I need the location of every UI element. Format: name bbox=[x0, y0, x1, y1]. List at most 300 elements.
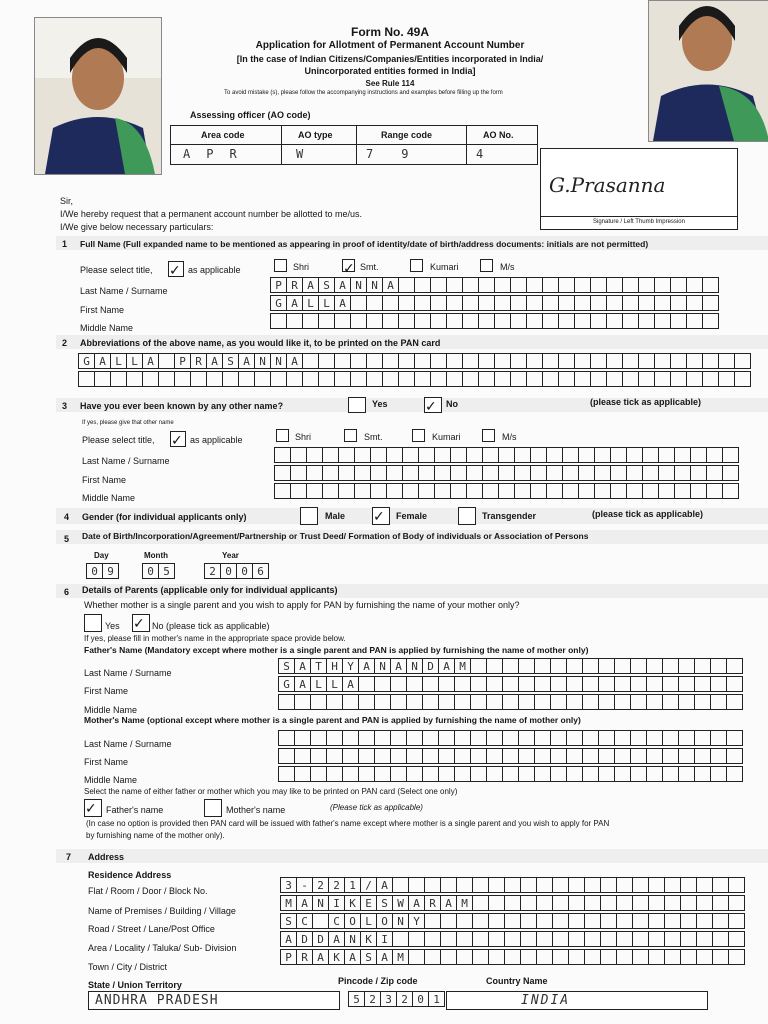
grid-cell bbox=[665, 878, 681, 893]
grid-cell bbox=[441, 950, 457, 965]
s3-no-label: No bbox=[446, 399, 458, 409]
s6-father-first-grid[interactable] bbox=[278, 676, 743, 692]
grid-cell bbox=[665, 896, 681, 911]
form-title: Form No. 49A bbox=[350, 25, 429, 39]
grid-cell bbox=[591, 314, 607, 329]
grid-cell bbox=[519, 659, 535, 674]
grid-cell bbox=[559, 354, 575, 369]
s6-no-checkbox[interactable]: ✓ bbox=[132, 614, 150, 632]
grid-cell bbox=[691, 448, 707, 463]
grid-cell bbox=[617, 914, 633, 929]
grid-cell: D bbox=[297, 932, 313, 947]
grid-cell bbox=[323, 466, 339, 481]
s3-no-checkbox[interactable]: ✓ bbox=[424, 397, 442, 413]
grid-cell bbox=[483, 484, 499, 499]
grid-cell bbox=[419, 448, 435, 463]
grid-cell bbox=[575, 354, 591, 369]
grid-cell bbox=[601, 950, 617, 965]
s3-middle-grid[interactable] bbox=[274, 483, 739, 499]
grid-cell bbox=[713, 878, 729, 893]
grid-cell bbox=[531, 484, 547, 499]
grid-cell bbox=[729, 950, 745, 965]
grid-cell bbox=[563, 466, 579, 481]
grid-cell bbox=[537, 896, 553, 911]
grid-cell: 2 bbox=[205, 564, 221, 579]
grid-cell bbox=[503, 695, 519, 710]
s4-male-checkbox[interactable] bbox=[300, 507, 318, 525]
grid-cell bbox=[719, 354, 735, 369]
grid-cell bbox=[463, 372, 479, 387]
grid-cell bbox=[563, 484, 579, 499]
grid-cell bbox=[359, 749, 375, 764]
grid-cell bbox=[503, 731, 519, 746]
grid-cell bbox=[649, 932, 665, 947]
s7-premises-grid[interactable] bbox=[280, 895, 745, 911]
grid-cell bbox=[279, 749, 295, 764]
s1-ms-label: M/s bbox=[500, 262, 515, 272]
s5-day-grid[interactable] bbox=[86, 563, 119, 579]
s1-last-label: Last Name / Surname bbox=[80, 286, 168, 296]
grid-cell bbox=[473, 950, 489, 965]
grid-cell bbox=[537, 950, 553, 965]
grid-cell bbox=[727, 695, 743, 710]
s1-shri-checkbox[interactable] bbox=[274, 259, 287, 272]
grid-cell bbox=[393, 932, 409, 947]
s6-father-middle-grid[interactable] bbox=[278, 694, 743, 710]
s5-year-label: Year bbox=[222, 551, 239, 560]
grid-cell bbox=[729, 914, 745, 929]
grid-cell bbox=[633, 878, 649, 893]
grid-cell bbox=[499, 484, 515, 499]
grid-cell bbox=[455, 695, 471, 710]
grid-cell bbox=[441, 878, 457, 893]
grid-cell bbox=[393, 878, 409, 893]
grid-cell: 6 bbox=[253, 564, 269, 579]
s7-area-label: Area / Locality / Taluka/ Sub- Division bbox=[88, 943, 237, 953]
grid-cell bbox=[335, 354, 351, 369]
grid-cell: I bbox=[329, 896, 345, 911]
grid-cell bbox=[339, 448, 355, 463]
grid-cell: O bbox=[377, 914, 393, 929]
grid-cell bbox=[711, 767, 727, 782]
grid-cell bbox=[343, 749, 359, 764]
grid-cell bbox=[503, 749, 519, 764]
grid-cell bbox=[291, 466, 307, 481]
grid-cell bbox=[303, 372, 319, 387]
grid-cell bbox=[279, 767, 295, 782]
grid-cell bbox=[479, 314, 495, 329]
grid-cell bbox=[367, 372, 383, 387]
grid-cell bbox=[551, 677, 567, 692]
grid-cell bbox=[681, 878, 697, 893]
grid-cell bbox=[399, 296, 415, 311]
grid-cell bbox=[665, 932, 681, 947]
grid-cell bbox=[375, 695, 391, 710]
form-subtitle-3: Unincorporated entities formed in India] bbox=[304, 66, 476, 76]
grid-cell bbox=[313, 914, 329, 929]
grid-cell bbox=[473, 878, 489, 893]
grid-cell bbox=[627, 466, 643, 481]
s3-smt-label: Smt. bbox=[364, 432, 383, 442]
grid-cell: G bbox=[279, 677, 295, 692]
s3-ms-checkbox[interactable] bbox=[482, 429, 495, 442]
grid-cell bbox=[291, 448, 307, 463]
grid-cell bbox=[703, 354, 719, 369]
grid-cell bbox=[681, 932, 697, 947]
grid-cell bbox=[495, 296, 511, 311]
grid-cell bbox=[675, 448, 691, 463]
grid-cell bbox=[527, 354, 543, 369]
grid-cell: S bbox=[281, 914, 297, 929]
grid-cell bbox=[649, 896, 665, 911]
grid-cell bbox=[575, 296, 591, 311]
grid-cell bbox=[579, 484, 595, 499]
grid-cell bbox=[623, 296, 639, 311]
intro-sir: Sir, bbox=[60, 196, 74, 206]
s7-pin-grid[interactable] bbox=[348, 991, 445, 1007]
grid-cell bbox=[599, 659, 615, 674]
grid-cell bbox=[617, 932, 633, 947]
form-subtitle-2: [In the case of Indian Citizens/Companies/Entities incorporated in India/ bbox=[236, 54, 544, 64]
grid-cell bbox=[585, 896, 601, 911]
s2-abbrev-grid-2[interactable] bbox=[78, 371, 751, 387]
s3-last-grid[interactable] bbox=[274, 447, 739, 463]
s3-kumari-checkbox[interactable] bbox=[412, 429, 425, 442]
s7-country-field[interactable] bbox=[446, 991, 708, 1010]
grid-cell bbox=[439, 677, 455, 692]
grid-cell bbox=[403, 448, 419, 463]
grid-cell bbox=[611, 484, 627, 499]
grid-cell bbox=[431, 314, 447, 329]
s6-mother-first-grid[interactable] bbox=[278, 748, 743, 764]
grid-cell bbox=[615, 659, 631, 674]
grid-cell bbox=[487, 659, 503, 674]
s7-area-grid[interactable] bbox=[280, 931, 745, 947]
grid-cell bbox=[551, 695, 567, 710]
s4-transgender-checkbox[interactable] bbox=[458, 507, 476, 525]
s6-number: 6 bbox=[64, 587, 70, 597]
grid-cell bbox=[615, 767, 631, 782]
s6-yes-checkbox[interactable] bbox=[84, 614, 102, 632]
s3-shri-checkbox[interactable] bbox=[276, 429, 289, 442]
grid-cell bbox=[623, 354, 639, 369]
s3-yes-checkbox[interactable] bbox=[348, 397, 366, 413]
grid-cell bbox=[535, 731, 551, 746]
grid-cell bbox=[431, 278, 447, 293]
grid-cell bbox=[511, 354, 527, 369]
grid-cell bbox=[659, 484, 675, 499]
grid-cell bbox=[543, 314, 559, 329]
s4-tick-note: (please tick as applicable) bbox=[592, 509, 704, 519]
grid-cell: L bbox=[127, 354, 143, 369]
grid-cell: N bbox=[351, 278, 367, 293]
grid-cell bbox=[575, 314, 591, 329]
grid-cell bbox=[527, 296, 543, 311]
s7-state-field[interactable] bbox=[88, 991, 340, 1010]
grid-cell bbox=[479, 372, 495, 387]
grid-cell bbox=[537, 914, 553, 929]
grid-cell bbox=[435, 466, 451, 481]
grid-cell: L bbox=[111, 354, 127, 369]
grid-cell bbox=[515, 484, 531, 499]
grid-cell: D bbox=[313, 932, 329, 947]
s1-last-grid[interactable] bbox=[270, 277, 719, 293]
grid-cell: D bbox=[423, 659, 439, 674]
grid-cell bbox=[649, 950, 665, 965]
grid-cell bbox=[521, 896, 537, 911]
s1-middle-label: Middle Name bbox=[80, 323, 134, 333]
grid-cell bbox=[727, 659, 743, 674]
grid-cell bbox=[327, 731, 343, 746]
s2-abbrev-grid-1[interactable] bbox=[78, 353, 751, 369]
grid-cell bbox=[351, 296, 367, 311]
grid-cell bbox=[467, 448, 483, 463]
s6-mother-middle-grid[interactable] bbox=[278, 766, 743, 782]
grid-cell bbox=[647, 731, 663, 746]
s1-smt-checkbox[interactable]: ✓ bbox=[343, 261, 355, 277]
grid-cell bbox=[535, 749, 551, 764]
grid-cell: W bbox=[393, 896, 409, 911]
grid-cell bbox=[505, 950, 521, 965]
s7-town-label: Town / City / District bbox=[88, 962, 168, 972]
s6-mother-name-checkbox[interactable] bbox=[204, 799, 222, 817]
s6-mother-last-grid[interactable] bbox=[278, 730, 743, 746]
grid-cell bbox=[707, 484, 723, 499]
grid-cell bbox=[595, 484, 611, 499]
grid-cell bbox=[655, 372, 671, 387]
grid-cell bbox=[583, 767, 599, 782]
s1-middle-grid[interactable] bbox=[270, 313, 719, 329]
grid-cell bbox=[375, 749, 391, 764]
grid-cell bbox=[467, 466, 483, 481]
grid-cell: A bbox=[335, 278, 351, 293]
grid-cell bbox=[391, 695, 407, 710]
s6-mother-name-label: Mother's name bbox=[226, 805, 286, 815]
grid-cell bbox=[579, 448, 595, 463]
grid-cell bbox=[599, 749, 615, 764]
grid-cell: 0 bbox=[413, 992, 429, 1007]
grid-cell bbox=[487, 749, 503, 764]
form-subtitle: Application for Allotment of Permanent Account Number bbox=[255, 40, 525, 51]
grid-cell bbox=[143, 372, 159, 387]
grid-cell: A bbox=[207, 354, 223, 369]
grid-cell: S bbox=[361, 950, 377, 965]
grid-cell bbox=[711, 731, 727, 746]
grid-cell bbox=[719, 372, 735, 387]
grid-cell bbox=[515, 448, 531, 463]
grid-cell bbox=[383, 296, 399, 311]
grid-cell bbox=[111, 372, 127, 387]
grid-cell bbox=[623, 314, 639, 329]
grid-cell bbox=[547, 484, 563, 499]
grid-cell bbox=[311, 749, 327, 764]
grid-cell bbox=[735, 354, 751, 369]
grid-cell: 0 bbox=[87, 564, 103, 579]
grid-cell bbox=[631, 731, 647, 746]
grid-cell bbox=[79, 372, 95, 387]
s1-first-grid[interactable] bbox=[270, 295, 719, 311]
grid-cell bbox=[479, 278, 495, 293]
grid-cell: 9 bbox=[103, 564, 119, 579]
grid-cell bbox=[615, 677, 631, 692]
grid-cell bbox=[473, 914, 489, 929]
grid-cell bbox=[487, 767, 503, 782]
s7-town-grid[interactable] bbox=[280, 949, 745, 965]
s7-road-label: Road / Street / Lane/Post Office bbox=[88, 924, 215, 934]
grid-cell bbox=[519, 749, 535, 764]
grid-cell bbox=[495, 372, 511, 387]
s1-ms-checkbox[interactable] bbox=[480, 259, 493, 272]
grid-cell bbox=[339, 466, 355, 481]
grid-cell bbox=[327, 749, 343, 764]
s1-kumari-checkbox[interactable] bbox=[410, 259, 423, 272]
grid-cell bbox=[391, 677, 407, 692]
grid-cell bbox=[647, 659, 663, 674]
s6-note-1: (In case no option is provided then PAN card will be issued with father's name except where mother is a single parent and you wish to apply for PAN bbox=[86, 819, 610, 828]
grid-cell: A bbox=[335, 296, 351, 311]
grid-cell bbox=[519, 677, 535, 692]
grid-cell bbox=[371, 466, 387, 481]
ao-col-no: AO No. bbox=[483, 130, 514, 140]
grid-cell bbox=[463, 314, 479, 329]
s6-title: Details of Parents (applicable only for individual applicants) bbox=[82, 585, 338, 595]
grid-cell: A bbox=[287, 354, 303, 369]
grid-cell bbox=[467, 484, 483, 499]
grid-cell: A bbox=[297, 896, 313, 911]
grid-cell bbox=[591, 296, 607, 311]
grid-cell bbox=[665, 914, 681, 929]
grid-cell bbox=[569, 932, 585, 947]
grid-cell: 3 bbox=[381, 992, 397, 1007]
ao-no-value: 4 bbox=[476, 147, 489, 161]
grid-cell bbox=[479, 296, 495, 311]
grid-cell bbox=[695, 749, 711, 764]
s5-month-grid[interactable] bbox=[142, 563, 175, 579]
grid-cell bbox=[633, 950, 649, 965]
s4-female-checkbox[interactable]: ✓ bbox=[372, 507, 390, 525]
grid-cell bbox=[359, 731, 375, 746]
s3-smt-checkbox[interactable] bbox=[344, 429, 357, 442]
grid-cell bbox=[275, 466, 291, 481]
grid-cell bbox=[607, 372, 623, 387]
grid-cell bbox=[279, 731, 295, 746]
grid-cell bbox=[729, 878, 745, 893]
grid-cell bbox=[511, 296, 527, 311]
grid-cell bbox=[359, 677, 375, 692]
grid-cell bbox=[463, 296, 479, 311]
grid-cell: A bbox=[329, 932, 345, 947]
grid-cell bbox=[659, 466, 675, 481]
grid-cell bbox=[439, 749, 455, 764]
grid-cell bbox=[407, 749, 423, 764]
grid-cell bbox=[391, 731, 407, 746]
grid-cell bbox=[343, 767, 359, 782]
grid-cell bbox=[655, 314, 671, 329]
grid-cell: A bbox=[295, 659, 311, 674]
grid-cell bbox=[371, 448, 387, 463]
grid-cell bbox=[455, 767, 471, 782]
grid-cell bbox=[407, 677, 423, 692]
grid-cell bbox=[727, 731, 743, 746]
grid-cell bbox=[615, 731, 631, 746]
s1-title: Full Name (Full expanded name to be mentioned as appearing in proof of identity/date of birth/address documents: initials are not permitted) bbox=[80, 239, 649, 249]
grid-cell: N bbox=[375, 659, 391, 674]
grid-cell: N bbox=[393, 914, 409, 929]
grid-cell bbox=[713, 914, 729, 929]
s7-flat-grid[interactable] bbox=[280, 877, 745, 893]
grid-cell bbox=[679, 767, 695, 782]
grid-cell bbox=[585, 932, 601, 947]
s6-no-label: No (please tick as applicable) bbox=[152, 621, 270, 631]
grid-cell bbox=[567, 749, 583, 764]
grid-cell bbox=[307, 448, 323, 463]
grid-cell bbox=[375, 677, 391, 692]
grid-cell bbox=[623, 278, 639, 293]
grid-cell bbox=[255, 372, 271, 387]
grid-cell bbox=[647, 749, 663, 764]
grid-cell bbox=[591, 372, 607, 387]
grid-cell: 1 bbox=[345, 878, 361, 893]
grid-cell bbox=[711, 749, 727, 764]
grid-cell bbox=[639, 296, 655, 311]
grid-cell bbox=[415, 314, 431, 329]
s3-middle-label: Middle Name bbox=[82, 493, 136, 503]
grid-cell: M bbox=[457, 896, 473, 911]
grid-cell bbox=[339, 484, 355, 499]
grid-cell bbox=[627, 484, 643, 499]
grid-cell bbox=[569, 878, 585, 893]
grid-cell bbox=[551, 767, 567, 782]
grid-cell: 2 bbox=[313, 878, 329, 893]
grid-cell: A bbox=[359, 659, 375, 674]
grid-cell bbox=[191, 372, 207, 387]
s6-father-name-checkbox[interactable]: ✓ bbox=[84, 799, 102, 817]
signature: G.Prasanna bbox=[549, 173, 666, 197]
grid-cell bbox=[455, 749, 471, 764]
grid-cell bbox=[495, 278, 511, 293]
grid-cell bbox=[307, 466, 323, 481]
grid-cell bbox=[695, 695, 711, 710]
grid-cell bbox=[663, 731, 679, 746]
grid-cell bbox=[559, 296, 575, 311]
grid-cell bbox=[471, 677, 487, 692]
grid-cell: G bbox=[271, 296, 287, 311]
grid-cell bbox=[355, 484, 371, 499]
grid-cell: L bbox=[361, 914, 377, 929]
grid-cell bbox=[495, 354, 511, 369]
s6-father-last-grid[interactable] bbox=[278, 658, 743, 674]
grid-cell bbox=[463, 354, 479, 369]
grid-cell bbox=[451, 484, 467, 499]
grid-cell bbox=[575, 372, 591, 387]
grid-cell bbox=[607, 314, 623, 329]
grid-cell bbox=[663, 695, 679, 710]
grid-cell bbox=[713, 950, 729, 965]
grid-cell bbox=[521, 914, 537, 929]
grid-cell: A bbox=[441, 896, 457, 911]
grid-cell: K bbox=[345, 896, 361, 911]
s5-year-grid[interactable] bbox=[204, 563, 269, 579]
s7-country-label: Country Name bbox=[486, 976, 548, 986]
grid-cell bbox=[457, 950, 473, 965]
grid-cell bbox=[367, 296, 383, 311]
grid-cell bbox=[569, 950, 585, 965]
s3-first-grid[interactable] bbox=[274, 465, 739, 481]
grid-cell bbox=[643, 484, 659, 499]
grid-cell bbox=[489, 932, 505, 947]
s7-road-grid[interactable] bbox=[280, 913, 745, 929]
grid-cell bbox=[527, 278, 543, 293]
